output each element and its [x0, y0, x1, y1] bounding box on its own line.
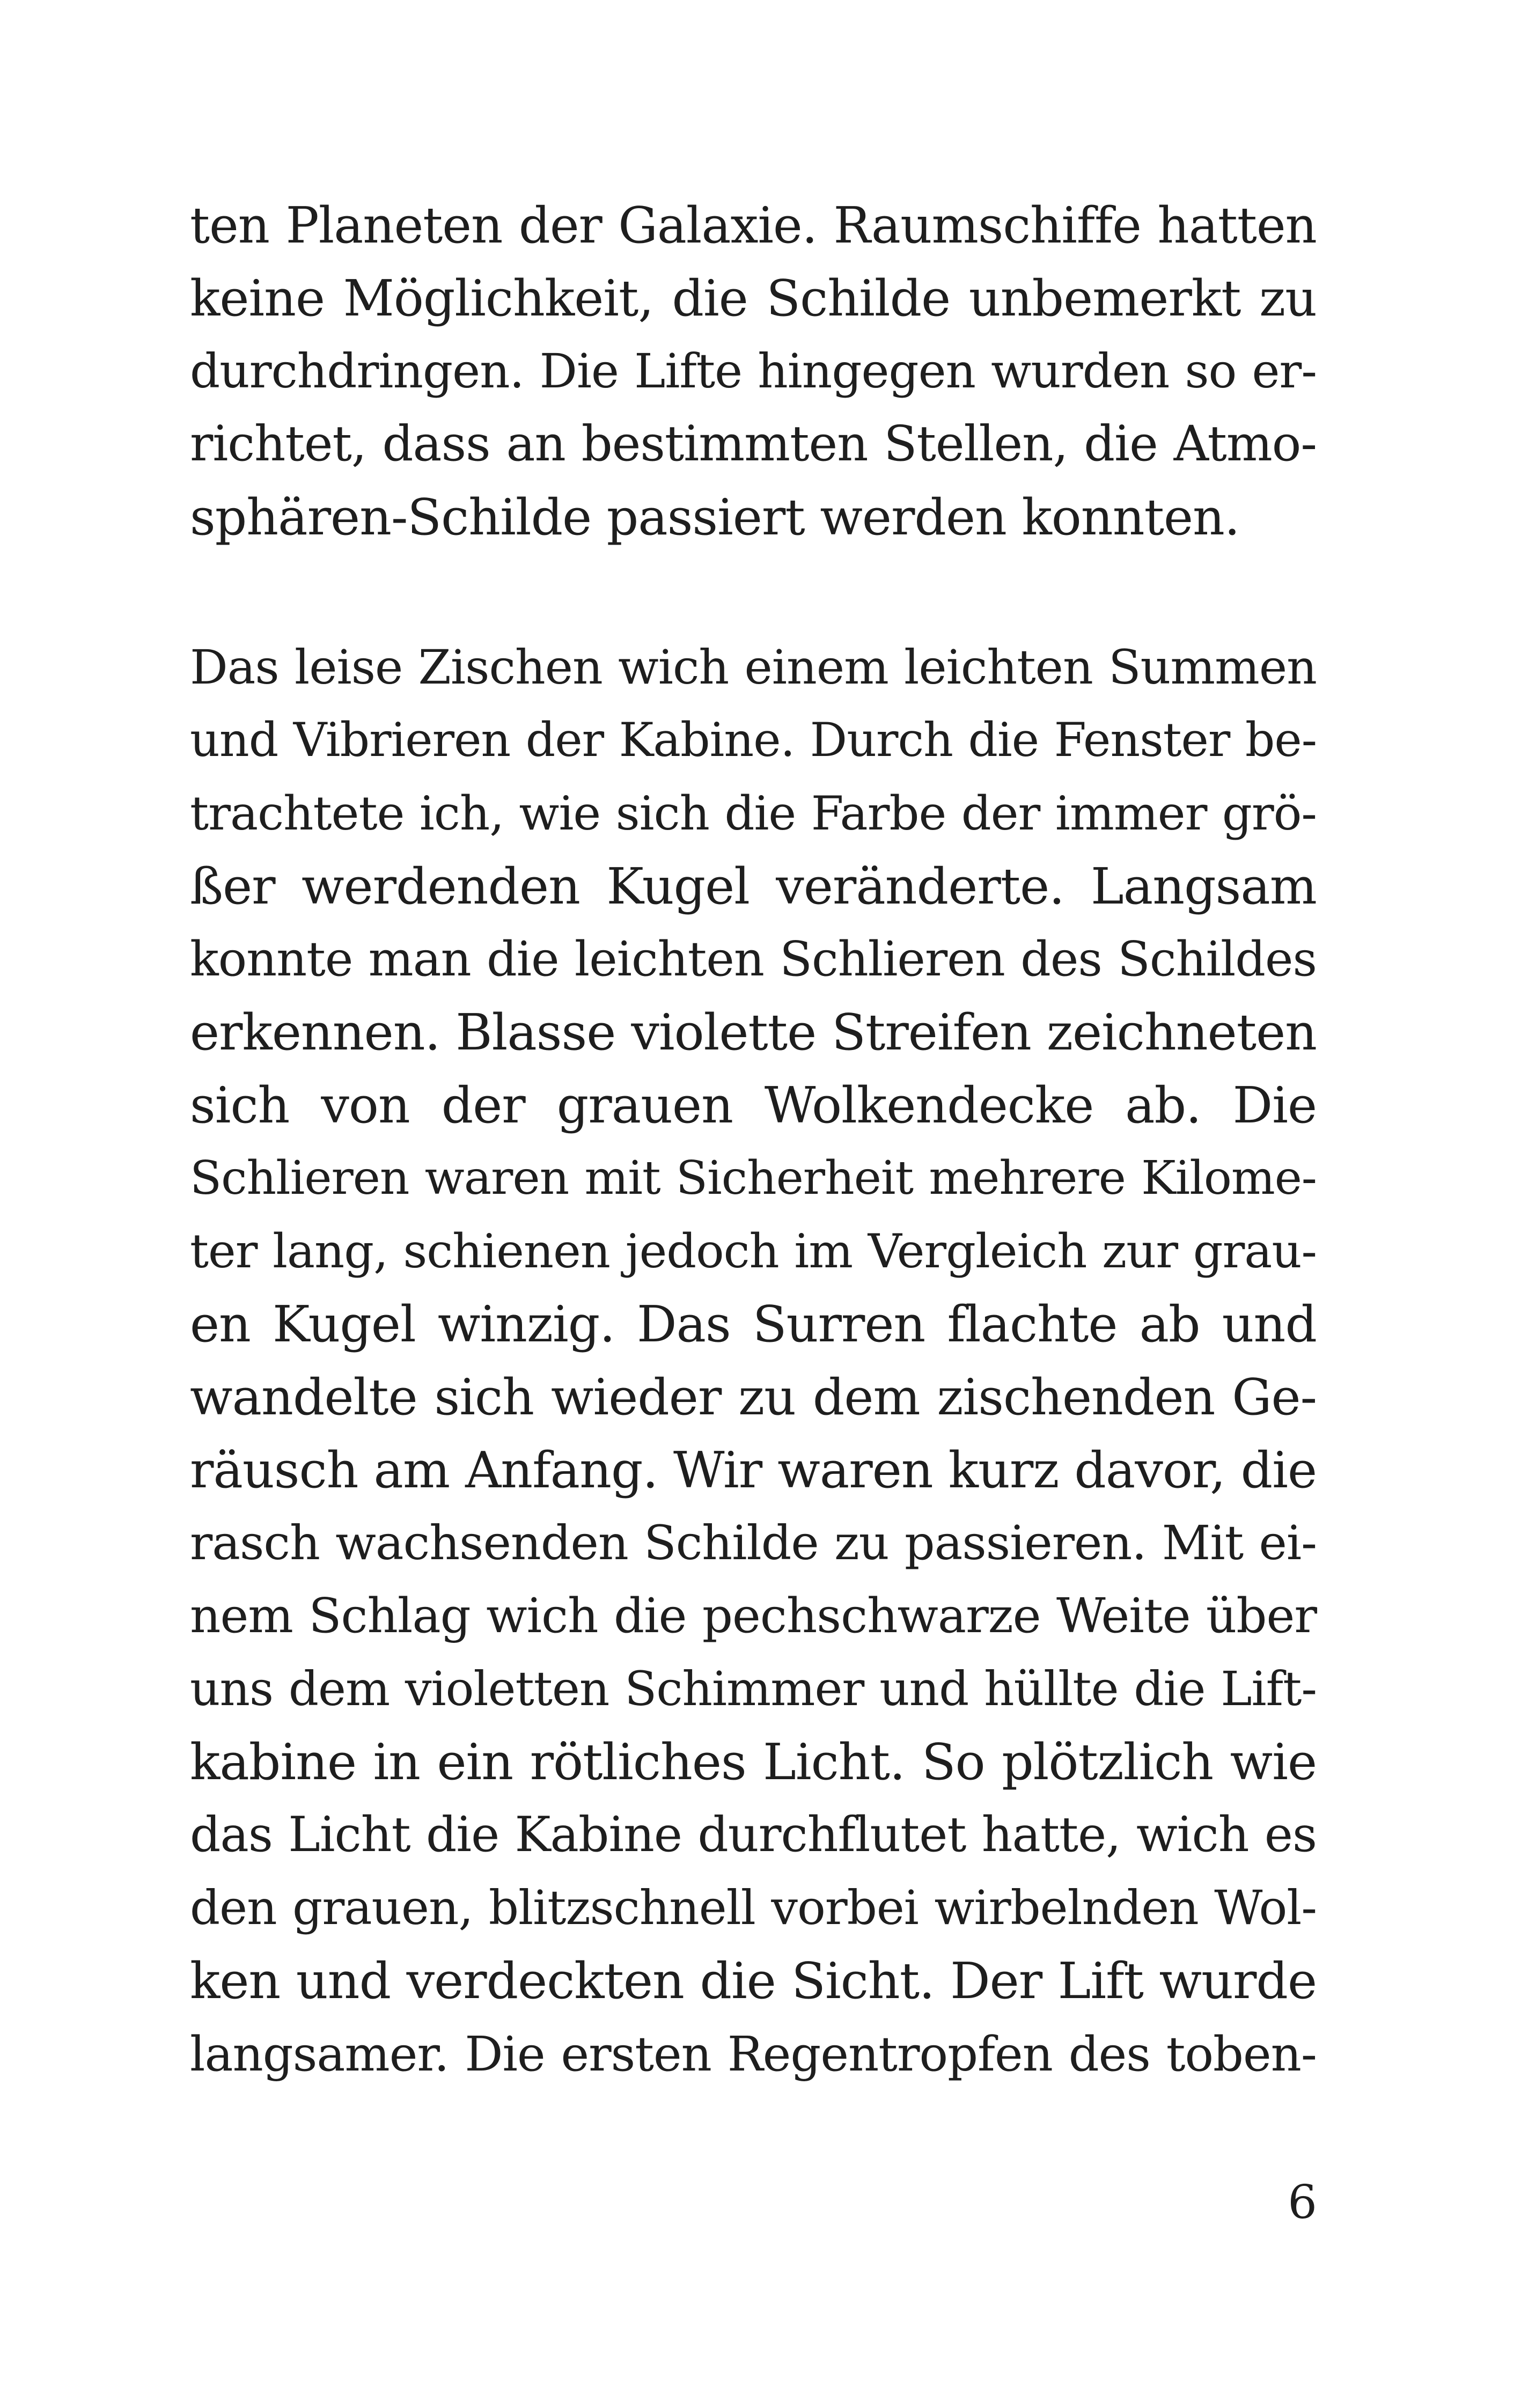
text-line: Das leise Zischen wich einem leichten Summen — [190, 640, 1317, 695]
text-line: sich von der grauen Wolkendecke ab. Die — [190, 1076, 1317, 1134]
text-line: wandelte sich wieder zu dem zischenden Ge- — [190, 1368, 1317, 1426]
text-line: sphären-Schilde passiert werden konnten. — [190, 488, 1240, 546]
text-line: en Kugel winzig. Das Surren flachte ab und — [190, 1295, 1317, 1353]
paragraph-2 — [190, 631, 1317, 2090]
text-line: richtet, dass an bestimmten Stellen, die Atmo- — [190, 416, 1317, 472]
text-line: ter lang, schienen jedoch im Vergleich zur grau- — [190, 1224, 1317, 1279]
text-line: und Vibrieren der Kabine. Durch die Fenster be- — [190, 714, 1317, 767]
text-line: ßer werdenden Kugel veränderte. Langsam — [190, 857, 1317, 915]
text-line: kabine in ein rötliches Licht. So plötzlich wie — [190, 1733, 1317, 1791]
text-line: keine Möglichkeit, die Schilde unbemerkt zu — [190, 269, 1317, 327]
text-line: räusch am Anfang. Wir waren kurz davor, die — [190, 1441, 1317, 1499]
text-line: langsamer. Die ersten Regentropfen des toben- — [190, 2026, 1317, 2082]
text-line: rasch wachsenden Schilde zu passieren. Mit ei- — [190, 1515, 1317, 1570]
text-line: erkennen. Blasse violette Streifen zeichneten — [190, 1003, 1317, 1061]
text-line: das Licht die Kabine durchflutet hatte, wich es — [190, 1807, 1317, 1863]
text-line: ten Planeten der Galaxie. Raumschiffe hatten — [190, 196, 1317, 254]
text-line: uns dem violetten Schimmer und hüllte die Lift- — [190, 1662, 1317, 1716]
paragraph-1 — [190, 189, 1317, 554]
text-line: nem Schlag wich die pechschwarze Weite über — [190, 1588, 1317, 1644]
text-line: den grauen, blitzschnell vorbei wirbelnden Wol- — [190, 1881, 1317, 1935]
text-line: durchdringen. Die Lifte hingegen wurden so er- — [190, 344, 1317, 399]
text-line: konnte man die leichten Schlieren des Schildes — [190, 931, 1317, 987]
text-line: Schlieren waren mit Sicherheit mehrere Kilome- — [190, 1151, 1317, 1205]
page-number: 6 — [1288, 2176, 1317, 2229]
text-line: trachtete ich, wie sich die Farbe der immer grö- — [190, 786, 1317, 841]
text-line: ken und verdeckten die Sicht. Der Lift wurde — [190, 1952, 1317, 2010]
